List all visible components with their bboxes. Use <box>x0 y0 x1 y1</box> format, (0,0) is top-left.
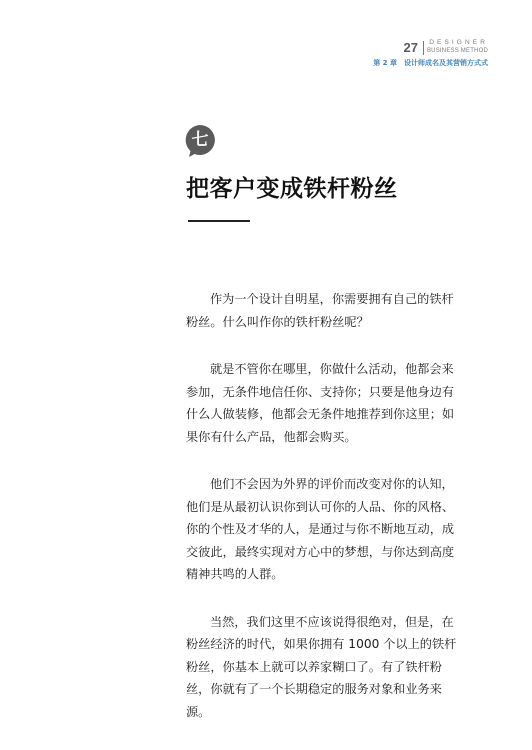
paragraph: 作为一个设计自明星，你需要拥有自己的铁杆粉丝。什么叫作你的铁杆粉丝呢？ <box>186 292 454 329</box>
page-title: 把客户变成铁杆粉丝 <box>186 176 398 202</box>
running-header <box>288 38 488 68</box>
paragraph: 当然，我们这里不应该说得很绝对，但是，在粉丝经济的时代，如果你拥有 1000 个以上的铁杆粉丝，你基本上就可以养家糊口了。有了铁杆粉丝，你就有了一个长期稳定的服务对象和业务来源。 <box>186 614 457 719</box>
title-underline <box>188 220 250 222</box>
page-number: 27 <box>403 40 418 55</box>
section-number-badge <box>184 124 218 158</box>
header-divider <box>423 41 424 55</box>
body-text <box>186 288 464 748</box>
chapter-title: 第 2 章 设计师成名及其营销方式式 <box>373 59 488 67</box>
section-numeral: 七 <box>191 130 209 150</box>
brand-line-business-method: BUSINESS METHOD <box>426 48 488 54</box>
paragraph: 他们不会因为外界的评价而改变对你的认知，他们是从最初认识你到认可你的人品、你的风格、你的个性及才华的人，是通过与你不断地互动，成交彼此，最终实现对方心中的梦想，与你达到高度精神共鸣的人群。 <box>186 477 455 581</box>
paragraph: 就是不管你在哪里，你做什么活动，他都会来参加，无条件地信任你、支持你；只要是他身边有什么人做装修，他都会无条件地推荐到你这里；如果你有什么产品，他都会购买。 <box>186 362 455 444</box>
brand-line-designer: DESIGNER <box>429 39 488 46</box>
